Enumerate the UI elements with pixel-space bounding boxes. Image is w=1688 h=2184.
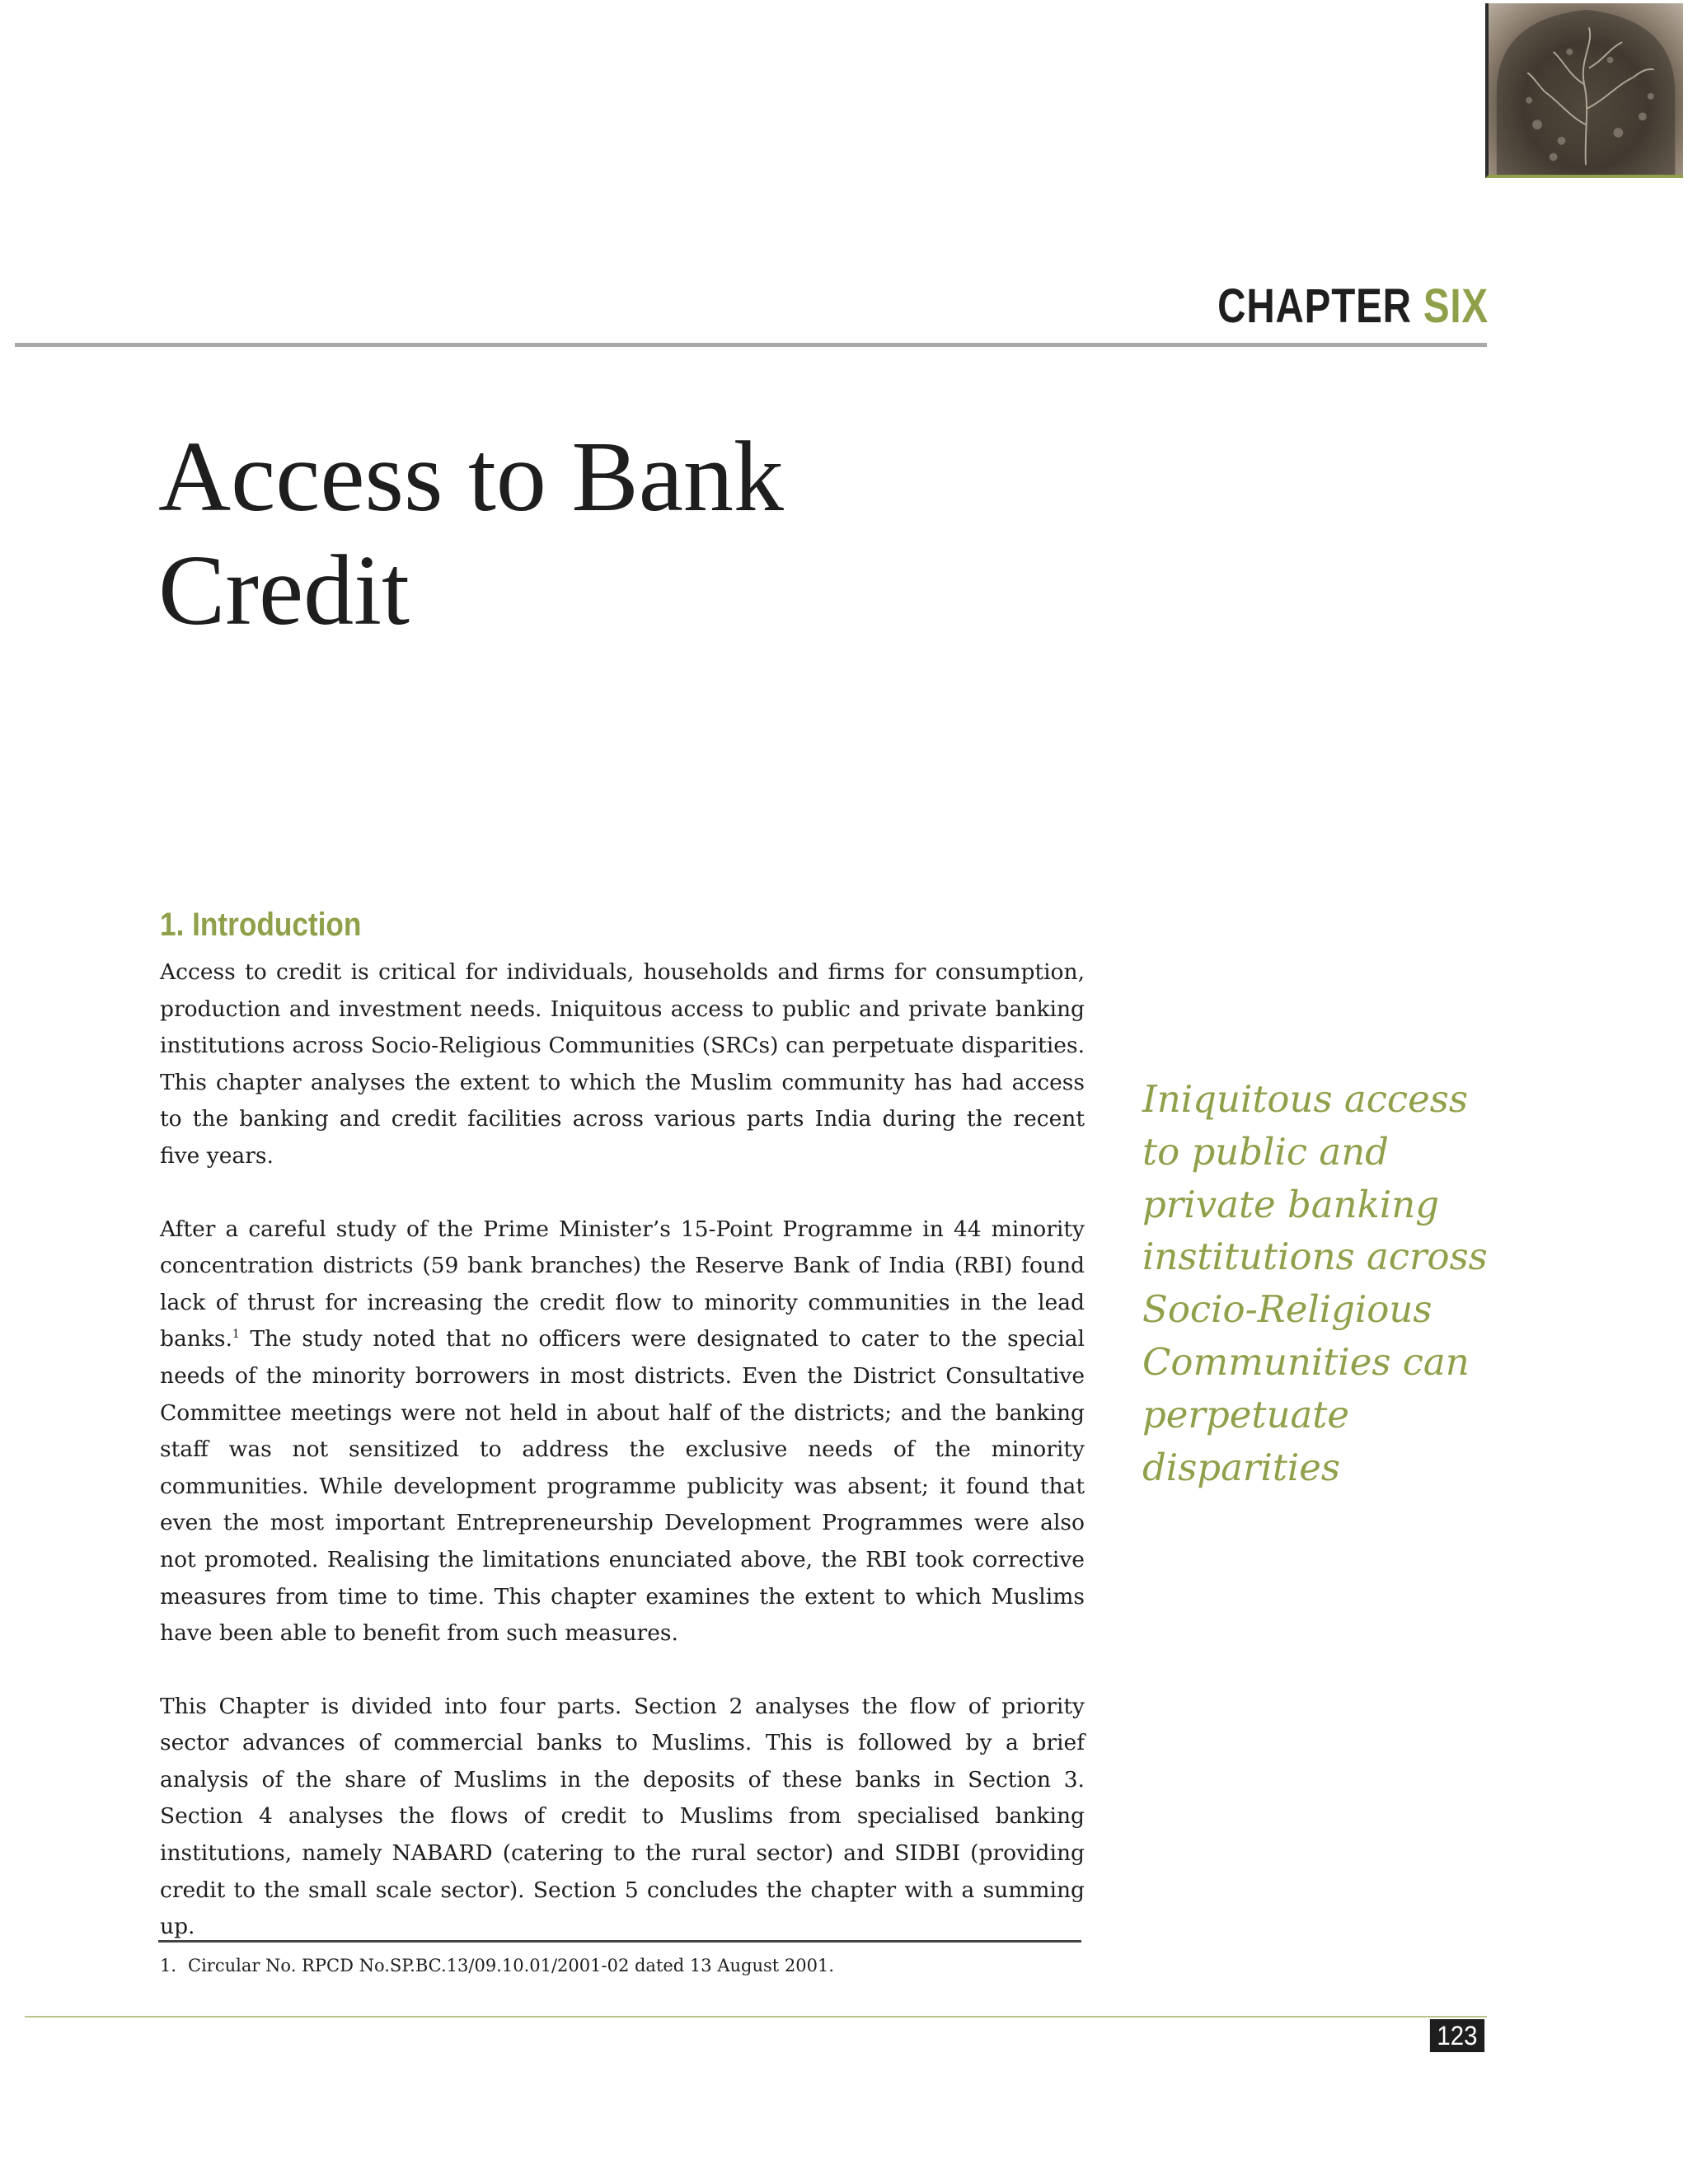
chapter-number: SIX [1423, 279, 1489, 333]
lattice-window-illustration [1489, 3, 1683, 175]
paragraph-3: This Chapter is divided into four parts. Section 2 analyses the flow of priority sector advances of commercial banks to Muslims. This is followed by a brief analysis of the share of Muslims in the deposits of these banks in Section 3. Section 4 analyses the flows of credit to Muslims from specialised banking institutions, namely NABARD (catering to the rural sector) and SIDBI (providing credit to the small scale sector). Section 5 concludes the chapter with a summing up. [160, 1693, 1085, 1940]
chapter-header-photo [1485, 3, 1683, 178]
body-text [160, 954, 1085, 1982]
chapter-word: CHAPTER [1217, 279, 1412, 333]
paragraph-2 [160, 1212, 1085, 1652]
footnote-number: 1. [160, 1956, 177, 1975]
chapter-divider [15, 343, 1487, 347]
chapter-title: Access to Bank Credit [158, 421, 784, 646]
section-heading-introduction: 1. Introduction [160, 907, 362, 943]
footnote-reference: 1 [232, 1328, 240, 1342]
footer-divider [25, 2016, 1487, 2018]
paragraph-2-part-2: The study noted that no officers were designated to cater to the special needs of the minority borrowers in most districts. Even the District Consultative Committee meetings were not held in about half of the districts; and the banking staff was not sensitized to address the exclusive needs of the minority communities. While development programme publicity was absent; it found that even the most important Entrepreneurship Development Programmes were also not promoted. Realising the limitations enunciated above, the RBI took corrective measures from time to time. This chapter examines the extent to which Muslims have been able to benefit from such measures. [160, 1326, 1085, 1647]
pull-quote: Iniquitous access to public and private banking institutions across Socio-Religious Communities can perpetuate disparities [1142, 1077, 1488, 1489]
page-number: 123 [1430, 2019, 1484, 2052]
paragraph-1: Access to credit is critical for individuals, households and firms for consumption, production and investment needs. Iniquitous access to public and private banking institutions across Socio-Religious Communities (SRCs) can perpetuate disparities. This chapter analyses the extent to which the Muslim community has had access to the banking and credit facilities across various parts India during the recent five years. [160, 959, 1085, 1169]
paragraph-2-part-1: After a careful study of the Prime Minister’s 15-Point Programme in 44 minority concentration districts (59 bank branches) the Reserve Bank of India (RBI) found lack of thrust for increasing the credit flow to minority communities in the lead banks. [160, 1216, 1085, 1352]
chapter-label [1217, 279, 1489, 334]
footnote-divider [158, 1940, 1081, 1943]
footnote [160, 1953, 1083, 1978]
footnote-text: Circular No. RPCD No.SP.BC.13/09.10.01/2001-02 dated 13 August 2001. [188, 1956, 834, 1975]
